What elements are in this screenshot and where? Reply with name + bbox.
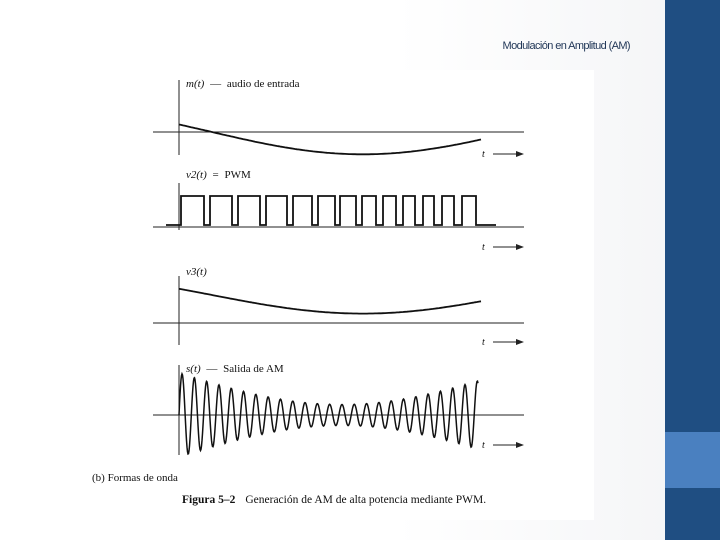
time-arrow-head bbox=[516, 244, 524, 250]
panel-pwm bbox=[153, 169, 524, 253]
pwm-waveform bbox=[166, 196, 496, 225]
panel-am-output bbox=[153, 363, 524, 455]
figure-caption: Figura 5–2 Generación de AM de alta potencia mediante PWM. bbox=[182, 494, 487, 506]
audio-waveform bbox=[179, 125, 481, 155]
time-label: t bbox=[482, 337, 485, 348]
figure-panel bbox=[86, 70, 594, 520]
signal-label-audio: m(t) — audio de entrada bbox=[186, 78, 300, 90]
signal-label-am: s(t) — Salida de AM bbox=[186, 363, 284, 375]
panel-audio-input bbox=[153, 78, 524, 160]
slide-sidebar-accent bbox=[665, 432, 720, 488]
time-label: t bbox=[482, 440, 485, 451]
time-label: t bbox=[482, 242, 485, 253]
time-arrow-head bbox=[516, 151, 524, 157]
time-arrow-head bbox=[516, 442, 524, 448]
signal-label-v3: v3(t) bbox=[186, 266, 207, 278]
time-arrow-head bbox=[516, 339, 524, 345]
slide-title: Modulación en Amplitud (AM) bbox=[502, 40, 630, 52]
filtered-waveform bbox=[179, 289, 481, 314]
am-output-waveform bbox=[179, 374, 478, 454]
panel-filtered bbox=[153, 266, 524, 348]
waveform-figure bbox=[86, 70, 594, 520]
figure-subcaption: (b) Formas de onda bbox=[92, 472, 178, 484]
time-label: t bbox=[482, 149, 485, 160]
signal-label-pwm: v2(t) = PWM bbox=[186, 169, 251, 181]
